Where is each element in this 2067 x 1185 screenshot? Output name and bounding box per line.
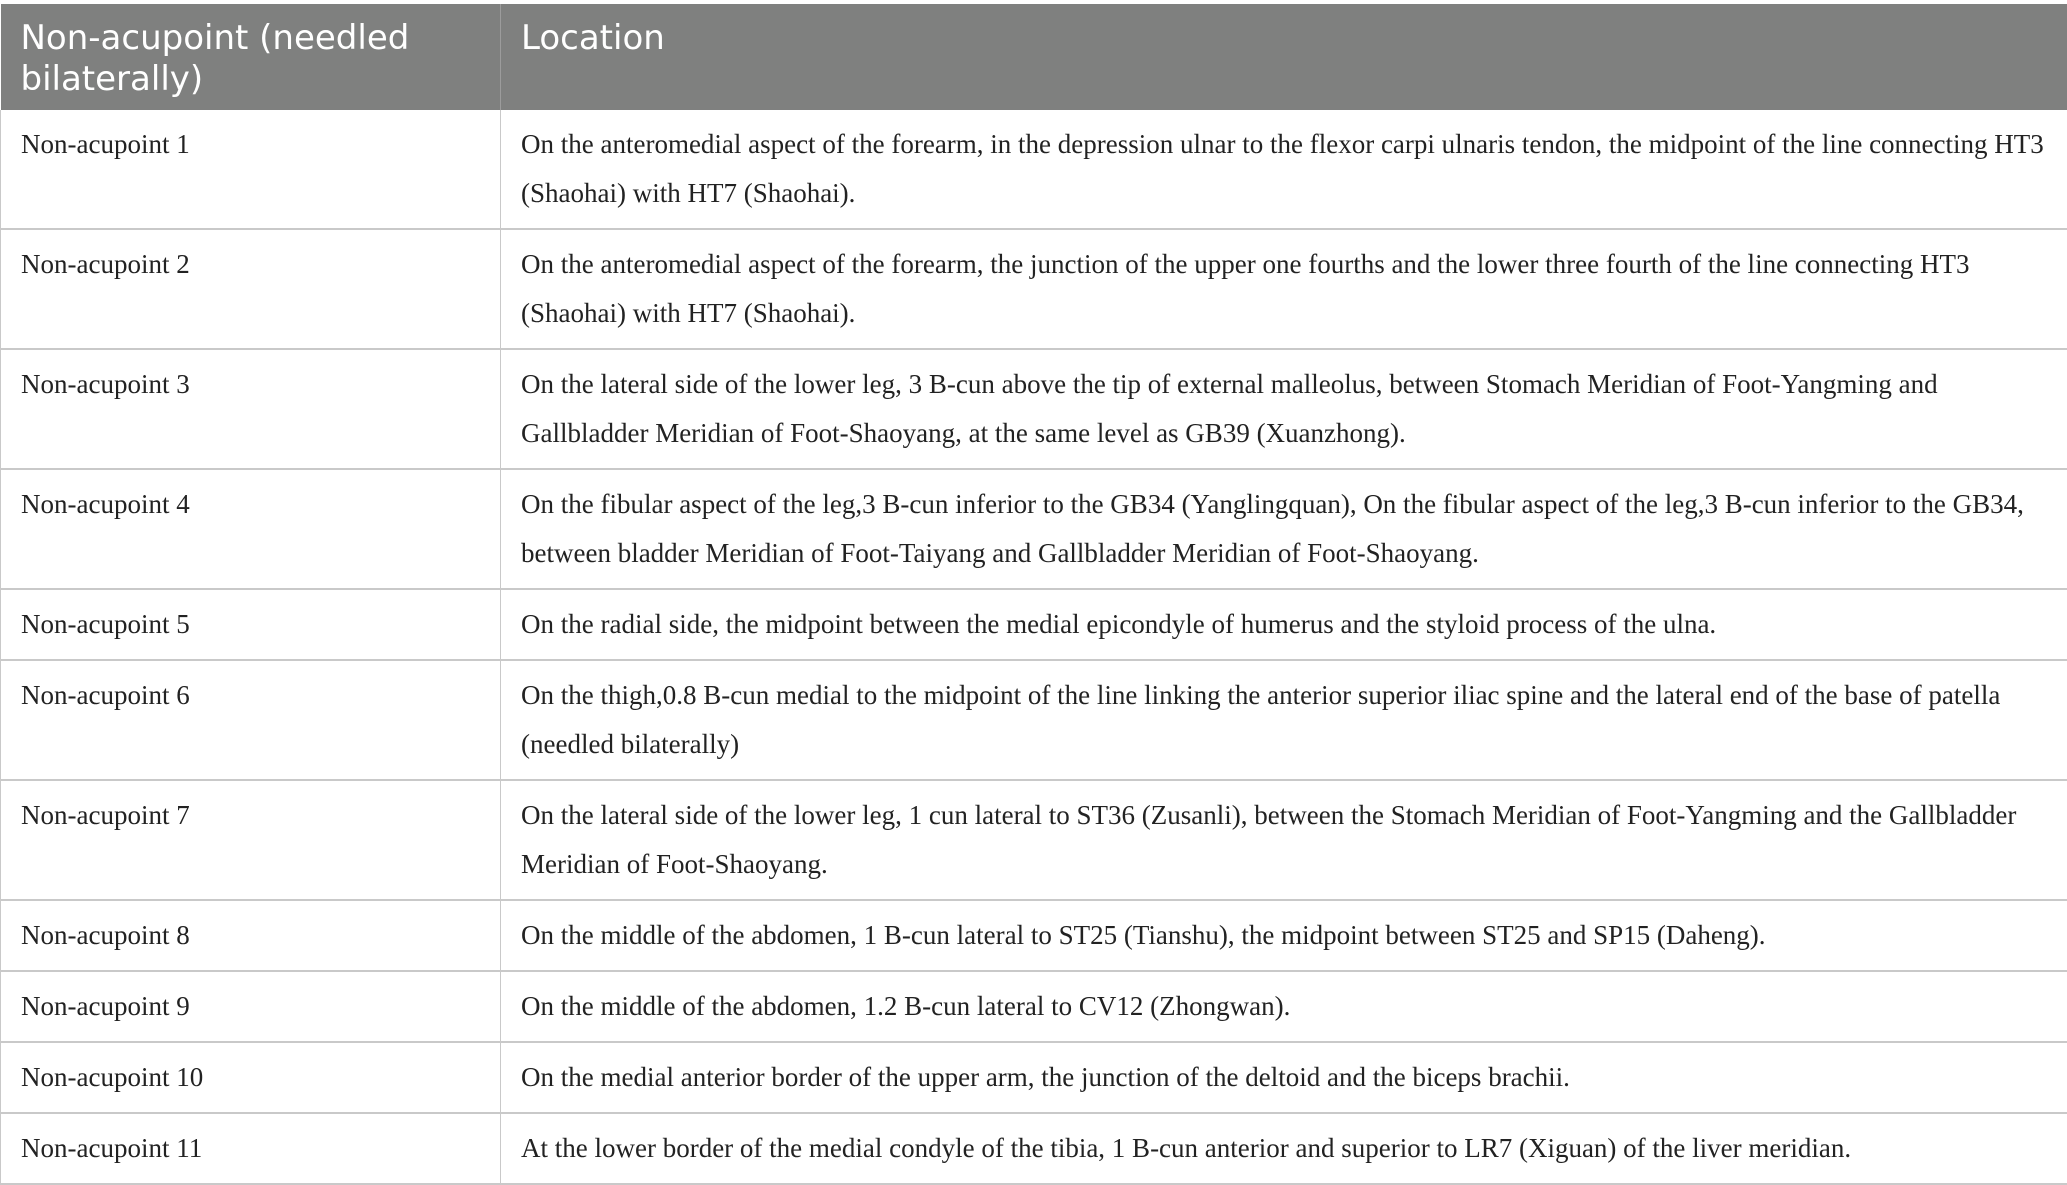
table-body — [1, 110, 2067, 1184]
table-row — [1, 469, 2067, 589]
column-header-location: Location — [501, 4, 2067, 110]
non-acupoint-name-cell: Non-acupoint 6 — [1, 660, 501, 780]
non-acupoint-name-cell: Non-acupoint 8 — [1, 900, 501, 971]
table-row — [1, 971, 2067, 1042]
non-acupoint-name-cell: Non-acupoint 2 — [1, 229, 501, 349]
non-acupoint-table-container — [0, 4, 2067, 1185]
table-row — [1, 589, 2067, 660]
location-cell: On the anteromedial aspect of the forearm, the junction of the upper one fourths and the lower three fourth of the line connecting HT3 (Shaohai) with HT7 (Shaohai). — [501, 229, 2067, 349]
location-cell: On the lateral side of the lower leg, 3 B-cun above the tip of external malleolus, between Stomach Meridian of Foot-Yangming and Gallbladder Meridian of Foot-Shaoyang, at the same level as GB39 (Xuanzhong). — [501, 349, 2067, 469]
table-header — [1, 4, 2067, 110]
non-acupoint-name-cell: Non-acupoint 3 — [1, 349, 501, 469]
location-cell: On the fibular aspect of the leg,3 B-cun inferior to the GB34 (Yanglingquan), On the fibular aspect of the leg,3 B-cun inferior to the GB34, between bladder Meridian of Foot-Taiyang and Gallbladder Meridian of Foot-Shaoyang. — [501, 469, 2067, 589]
table-row — [1, 1113, 2067, 1184]
location-cell: On the middle of the abdomen, 1.2 B-cun lateral to CV12 (Zhongwan). — [501, 971, 2067, 1042]
table-row — [1, 900, 2067, 971]
table-row — [1, 229, 2067, 349]
table-row — [1, 660, 2067, 780]
location-cell: On the radial side, the midpoint between the medial epicondyle of humerus and the styloid process of the ulna. — [501, 589, 2067, 660]
non-acupoint-table — [0, 4, 2067, 1185]
table-row — [1, 780, 2067, 900]
location-cell: On the medial anterior border of the upper arm, the junction of the deltoid and the biceps brachii. — [501, 1042, 2067, 1113]
location-cell: On the middle of the abdomen, 1 B-cun lateral to ST25 (Tianshu), the midpoint between ST25 and SP15 (Daheng). — [501, 900, 2067, 971]
column-header-non-acupoint: Non-acupoint (needled bilaterally) — [1, 4, 501, 110]
table-row — [1, 1042, 2067, 1113]
location-cell: On the thigh,0.8 B-cun medial to the midpoint of the line linking the anterior superior iliac spine and the lateral end of the base of patella (needled bilaterally) — [501, 660, 2067, 780]
table-row — [1, 110, 2067, 229]
location-cell: At the lower border of the medial condyle of the tibia, 1 B-cun anterior and superior to LR7 (Xiguan) of the liver meridian. — [501, 1113, 2067, 1184]
location-cell: On the anteromedial aspect of the forearm, in the depression ulnar to the flexor carpi ulnaris tendon, the midpoint of the line connecting HT3 (Shaohai) with HT7 (Shaohai). — [501, 110, 2067, 229]
non-acupoint-name-cell: Non-acupoint 4 — [1, 469, 501, 589]
table-row — [1, 349, 2067, 469]
non-acupoint-name-cell: Non-acupoint 9 — [1, 971, 501, 1042]
location-cell: On the lateral side of the lower leg, 1 cun lateral to ST36 (Zusanli), between the Stomach Meridian of Foot-Yangming and the Gallbladder Meridian of Foot-Shaoyang. — [501, 780, 2067, 900]
non-acupoint-name-cell: Non-acupoint 1 — [1, 110, 501, 229]
non-acupoint-name-cell: Non-acupoint 11 — [1, 1113, 501, 1184]
non-acupoint-name-cell: Non-acupoint 7 — [1, 780, 501, 900]
non-acupoint-name-cell: Non-acupoint 10 — [1, 1042, 501, 1113]
table-header-row — [1, 4, 2067, 110]
non-acupoint-name-cell: Non-acupoint 5 — [1, 589, 501, 660]
